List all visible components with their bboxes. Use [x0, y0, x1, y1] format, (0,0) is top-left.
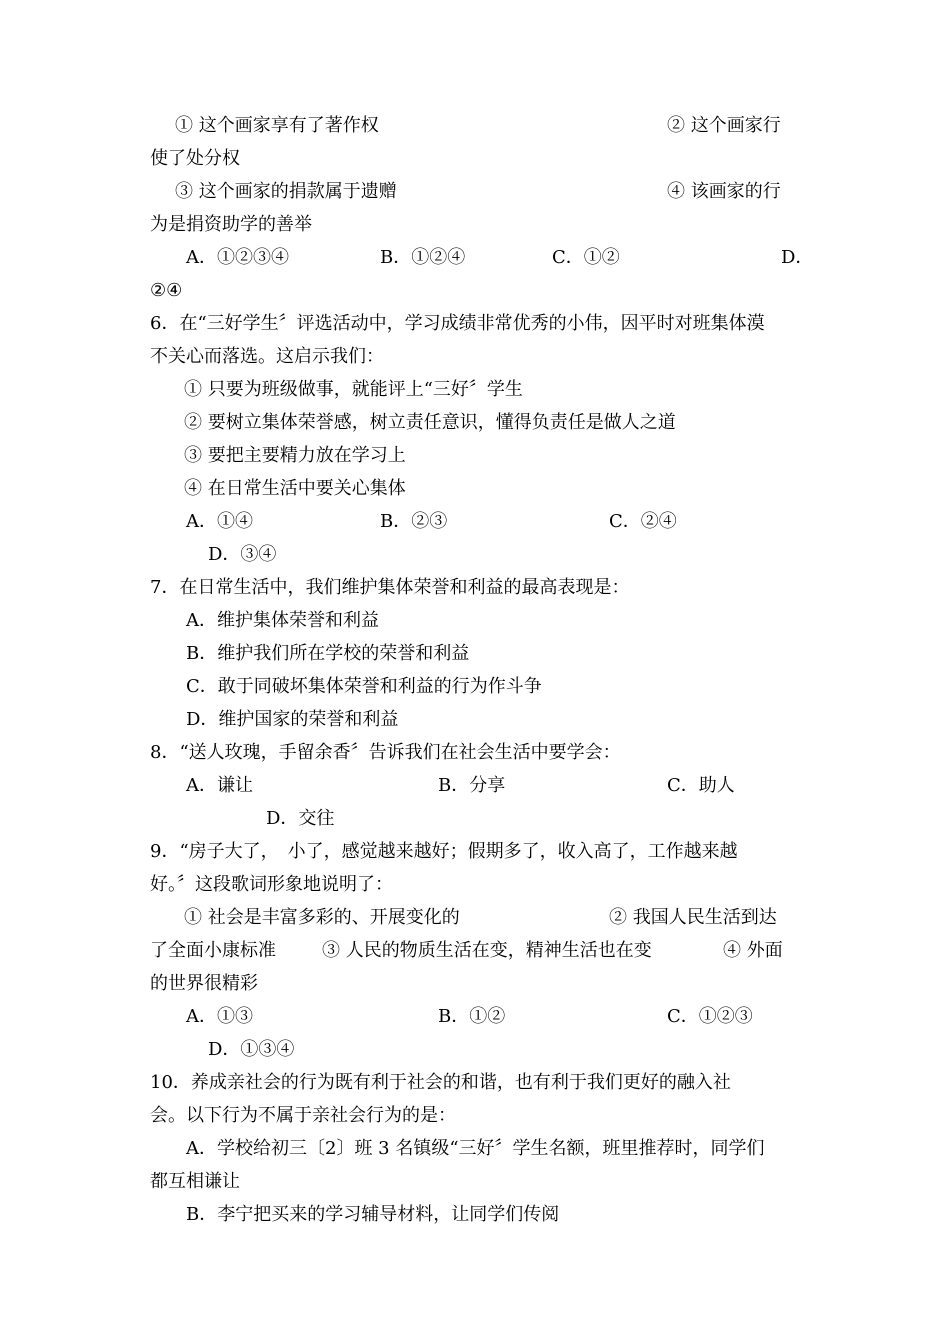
q6-stem-line-2: 不关心而落选。这启示我们： — [150, 346, 384, 367]
q5-option-3: ③ 这个画家的捐款属于遗赠 — [175, 181, 397, 202]
q5-answer-c: C．①② — [552, 247, 620, 268]
q5-option-2-start: ② 这个画家行 — [667, 115, 781, 136]
q6-option-2: ② 要树立集体荣誉感，树立责任意识，懂得负责任是做人之道 — [184, 412, 676, 433]
q6-stem-line-1: 6．在“三好学生〞评选活动中，学习成绩非常优秀的小伟，因平时对班集体漠 — [150, 313, 765, 334]
q9-option-2-start: ② 我国人民生活到达 — [609, 907, 777, 928]
q9-option-4-end: 的世界很精彩 — [150, 973, 258, 994]
q5-option-1: ① 这个画家享有了著作权 — [175, 115, 379, 136]
q9-answer-d: D．①③④ — [208, 1039, 295, 1060]
q6-answer-d: D．③④ — [208, 544, 277, 565]
q9-option-1: ① 社会是丰富多彩的、开展变化的 — [184, 907, 460, 928]
q7-stem: 7．在日常生活中，我们维护集体荣誉和利益的最高表现是： — [150, 577, 630, 598]
q9-option-3: ③ 人民的物质生活在变，精神生活也在变 — [322, 940, 652, 961]
q5-answer-d-label: D． — [781, 247, 814, 268]
q7-answer-d: D．维护国家的荣誉和利益 — [186, 709, 399, 730]
q5-option-4-start: ④ 该画家的行 — [667, 181, 781, 202]
q6-option-3: ③ 要把主要精力放在学习上 — [184, 445, 406, 466]
q8-answer-c: C．助人 — [667, 775, 735, 796]
q10-answer-a-line-1: A．学校给初三〔2〕班 3 名镇级“三好〞学生名额，班里推荐时，同学们 — [186, 1138, 765, 1159]
q9-stem-line-2: 好。〞这段歌词形象地说明了： — [150, 874, 393, 895]
q10-stem-line-1: 10．养成亲社会的行为既有利于社会的和谐，也有利于我们更好的融入社 — [150, 1072, 731, 1093]
q9-answer-c: C．①②③ — [667, 1006, 753, 1027]
q6-option-4: ④ 在日常生活中要关心集体 — [184, 478, 406, 499]
q6-option-1: ① 只要为班级做事，就能评上“三好〞学生 — [184, 379, 523, 400]
q5-option-4-end: 为是捐资助学的善举 — [150, 214, 312, 235]
q5-option-2-end: 使了处分权 — [150, 148, 240, 169]
q8-answer-a: A．谦让 — [186, 775, 253, 796]
q7-answer-a: A．维护集体荣誉和利益 — [186, 610, 379, 631]
q9-option-2-end: 了全面小康标准 — [150, 940, 276, 961]
q6-answer-b: B．②③ — [380, 511, 448, 532]
q10-answer-a-line-2: 都互相谦让 — [150, 1171, 240, 1192]
q5-answer-a: A．①②③④ — [186, 247, 289, 268]
q10-stem-line-2: 会。以下行为不属于亲社会行为的是： — [150, 1105, 456, 1126]
q9-answer-a: A．①③ — [186, 1006, 253, 1027]
q8-answer-b: B．分享 — [438, 775, 506, 796]
q7-answer-b: B．维护我们所在学校的荣誉和利益 — [186, 643, 470, 664]
q9-option-4-start: ④ 外面 — [723, 940, 783, 961]
q8-answer-d: D．交往 — [266, 808, 335, 829]
q6-answer-c: C．②④ — [609, 511, 677, 532]
q6-answer-a: A．①④ — [186, 511, 253, 532]
q9-answer-b: B．①② — [438, 1006, 506, 1027]
q5-answer-b: B．①②④ — [380, 247, 466, 268]
q7-answer-c: C．敢于同破坏集体荣誉和利益的行为作斗争 — [186, 676, 542, 697]
q10-answer-b: B．李宁把买来的学习辅导材料，让同学们传阅 — [186, 1204, 560, 1225]
q9-stem-line-1: 9．“房子大了， 小了，感觉越来越好；假期多了，收入高了，工作越来越 — [150, 841, 738, 862]
q8-stem: 8．“送人玫瑰，手留余香〞告诉我们在社会生活中要学会： — [150, 742, 621, 763]
q5-answer-d-value: ②④ — [150, 280, 183, 301]
